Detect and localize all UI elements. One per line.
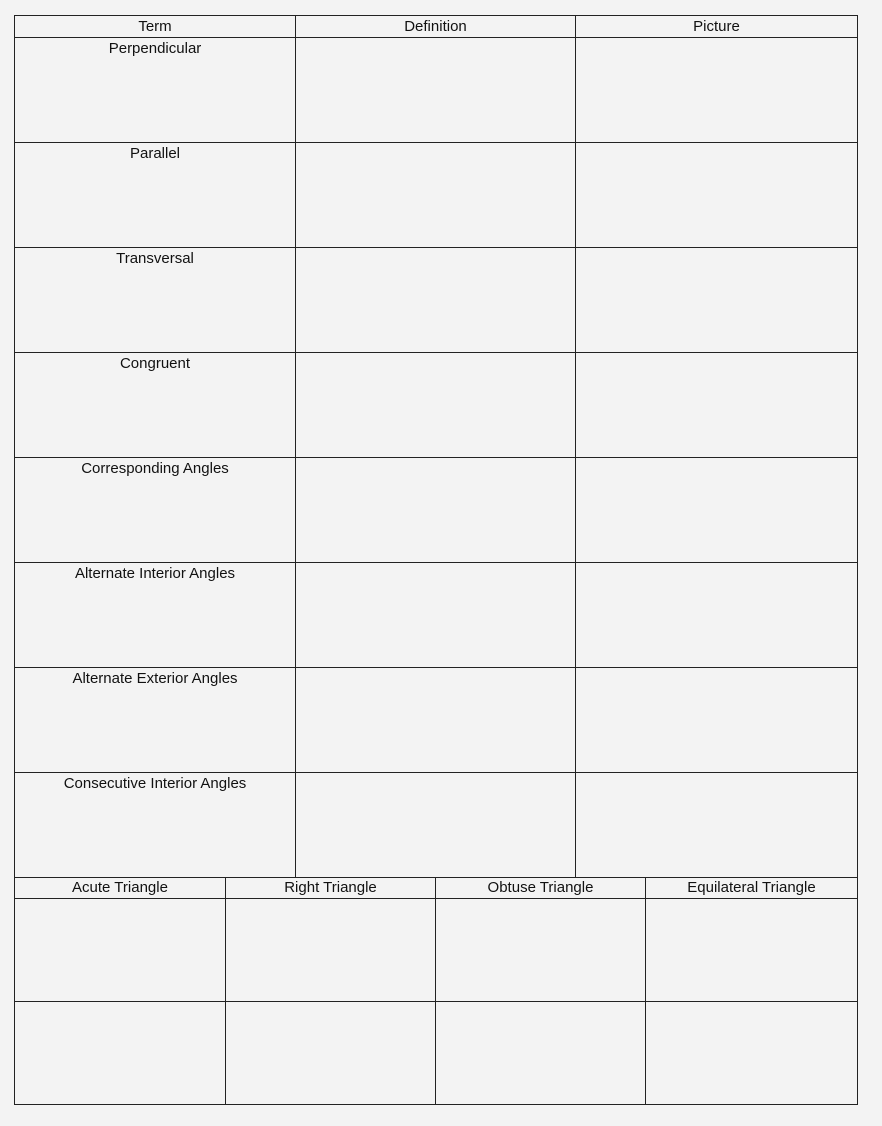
header-obtuse-triangle: Obtuse Triangle [436, 878, 646, 899]
header-definition: Definition [296, 16, 576, 38]
table-row [15, 1002, 858, 1105]
table-row [15, 899, 858, 1002]
table-row [15, 143, 858, 248]
triangle-cell [436, 899, 646, 1002]
table-row [15, 458, 858, 563]
table-row [15, 38, 858, 143]
term-cell: Corresponding Angles [15, 458, 296, 563]
triangle-cell [646, 1002, 858, 1105]
picture-cell [576, 773, 858, 878]
header-right-triangle: Right Triangle [226, 878, 436, 899]
triangle-cell [436, 1002, 646, 1105]
worksheet [14, 15, 857, 1105]
definition-cell [296, 668, 576, 773]
header-term: Term [15, 16, 296, 38]
table-row [15, 668, 858, 773]
term-cell: Congruent [15, 353, 296, 458]
triangle-cell [226, 899, 436, 1002]
term-cell: Transversal [15, 248, 296, 353]
picture-cell [576, 353, 858, 458]
definition-cell [296, 353, 576, 458]
definition-cell [296, 248, 576, 353]
picture-cell [576, 143, 858, 248]
triangle-table [14, 878, 858, 1105]
picture-cell [576, 458, 858, 563]
vocabulary-header-row [15, 16, 858, 38]
header-picture: Picture [576, 16, 858, 38]
definition-cell [296, 143, 576, 248]
triangle-cell [226, 1002, 436, 1105]
triangle-cell [15, 899, 226, 1002]
term-cell: Consecutive Interior Angles [15, 773, 296, 878]
picture-cell [576, 38, 858, 143]
definition-cell [296, 563, 576, 668]
vocabulary-table [14, 15, 858, 878]
picture-cell [576, 248, 858, 353]
definition-cell [296, 773, 576, 878]
header-equilateral-triangle: Equilateral Triangle [646, 878, 858, 899]
triangle-cell [15, 1002, 226, 1105]
table-row [15, 563, 858, 668]
table-row [15, 773, 858, 878]
term-cell: Alternate Exterior Angles [15, 668, 296, 773]
triangle-cell [646, 899, 858, 1002]
term-cell: Perpendicular [15, 38, 296, 143]
header-acute-triangle: Acute Triangle [15, 878, 226, 899]
term-cell: Parallel [15, 143, 296, 248]
definition-cell [296, 458, 576, 563]
picture-cell [576, 563, 858, 668]
definition-cell [296, 38, 576, 143]
table-row [15, 353, 858, 458]
table-row [15, 248, 858, 353]
term-cell: Alternate Interior Angles [15, 563, 296, 668]
triangle-header-row [15, 878, 858, 899]
picture-cell [576, 668, 858, 773]
